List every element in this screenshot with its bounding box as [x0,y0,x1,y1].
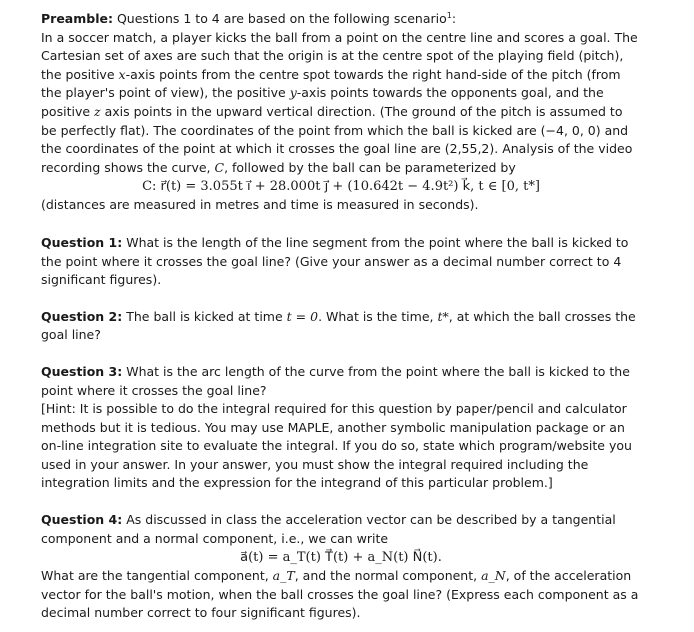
a-normal: a_N [481,568,506,584]
footnote-mark: 1 [446,10,452,20]
z-variable: z [94,103,101,119]
preamble-body-2: -axis points from the centre spot towards the right hand-side of the pitch (from the player's point of view), the positive [41,66,621,101]
document-page [41,10,641,623]
preamble-heading: Preamble: [41,11,113,26]
y-variable: y [289,85,297,101]
question-2-text-1: The ball is kicked at time [122,308,287,324]
question-1-label: Question 1: [41,234,123,250]
question-2-label: Question 2: [41,308,123,324]
question-2-text-2: . What is the time, [318,308,438,324]
question-4 [41,511,641,548]
x-variable: x [118,66,126,82]
question-4-text: As discussed in class the acceleration vector can be described by a tangential component and a normal component, i.e., we can write [41,512,616,546]
preamble-body-5: , followed by the ball can be parameterized by [224,159,516,175]
question-3 [41,363,641,493]
question-4-text-2b: , and the normal component, [294,568,482,584]
acceleration-equation: a⃗(t) = a_T(t) T⃗(t) + a_N(t) N⃗(t). [240,550,442,566]
preamble-body-3: -axis points towards the opponents goal, and the positive [41,85,604,119]
question-3-text: What is the arc length of the curve from the point where the ball is kicked to the point where it crosses the goal line? [41,363,630,398]
preamble-body-1: In a soccer match, a player kicks the ball from a point on the centre line and scores a goal. The Cartesian set of axes are such that the origin is at the centre spot of the playing field (pitch), the positive [41,29,638,82]
t-zero: t = 0 [286,308,319,324]
curve-equation: C: r⃗(t) = 3.055t i⃗ + 28.000t j⃗ + (10.642t − 4.9t²) k⃗, t ∈ [0, t*] [142,179,540,195]
question-1-text: What is the length of the line segment from the point where the ball is kicked to the point where it crosses the goal line? (Give your answer as a decimal number correct to 4 significant figures). [41,234,629,288]
question-1 [41,234,641,290]
t-star: t* [437,308,449,324]
question-4-text-2a: What are the tangential component, [41,568,273,584]
question-4-followup [41,567,641,623]
preamble-intro-end: : [451,11,457,26]
preamble-intro: Questions 1 to 4 are based on the following scenario [116,11,447,26]
preamble-paragraph [41,10,641,177]
question-4-label: Question 4: [41,512,123,528]
question-2 [41,308,641,345]
question-2-text-3: , at which the ball crosses the goal line? [41,308,636,343]
curve-variable: C [214,159,225,175]
question-3-label: Question 3: [41,363,123,379]
question-3-hint: [Hint: It is possible to do the integral required for this question by paper/pencil and calculator methods but it is tedious. You may use MAPLE, another symbolic manipulation package or an on-line integration site to evaluate the integral. If you do so, state which program/website you used in your answer. In your answer, you must show the integral required including the integration limits and the expression for the integrand of this particular problem.] [41,401,632,491]
preamble-body-4: axis points in the upward vertical direction. (The ground of the pitch is assumed to be perfectly flat). The coordinates of the point from which the ball is kicked are (−4, 0, 0) and the coordinates of the point at which it crosses the goal line are (2,55,2). Analysis of the video recording shows the curve, [41,103,633,175]
a-tangential: a_T [272,568,295,584]
units-note: (distances are measured in metres and time is measured in seconds). [41,197,479,213]
question-4-text-2c: , of the acceleration vector for the ball's motion, when the ball crosses the goal line? (Express each component as a decimal number correct to four significant figures). [41,568,639,621]
